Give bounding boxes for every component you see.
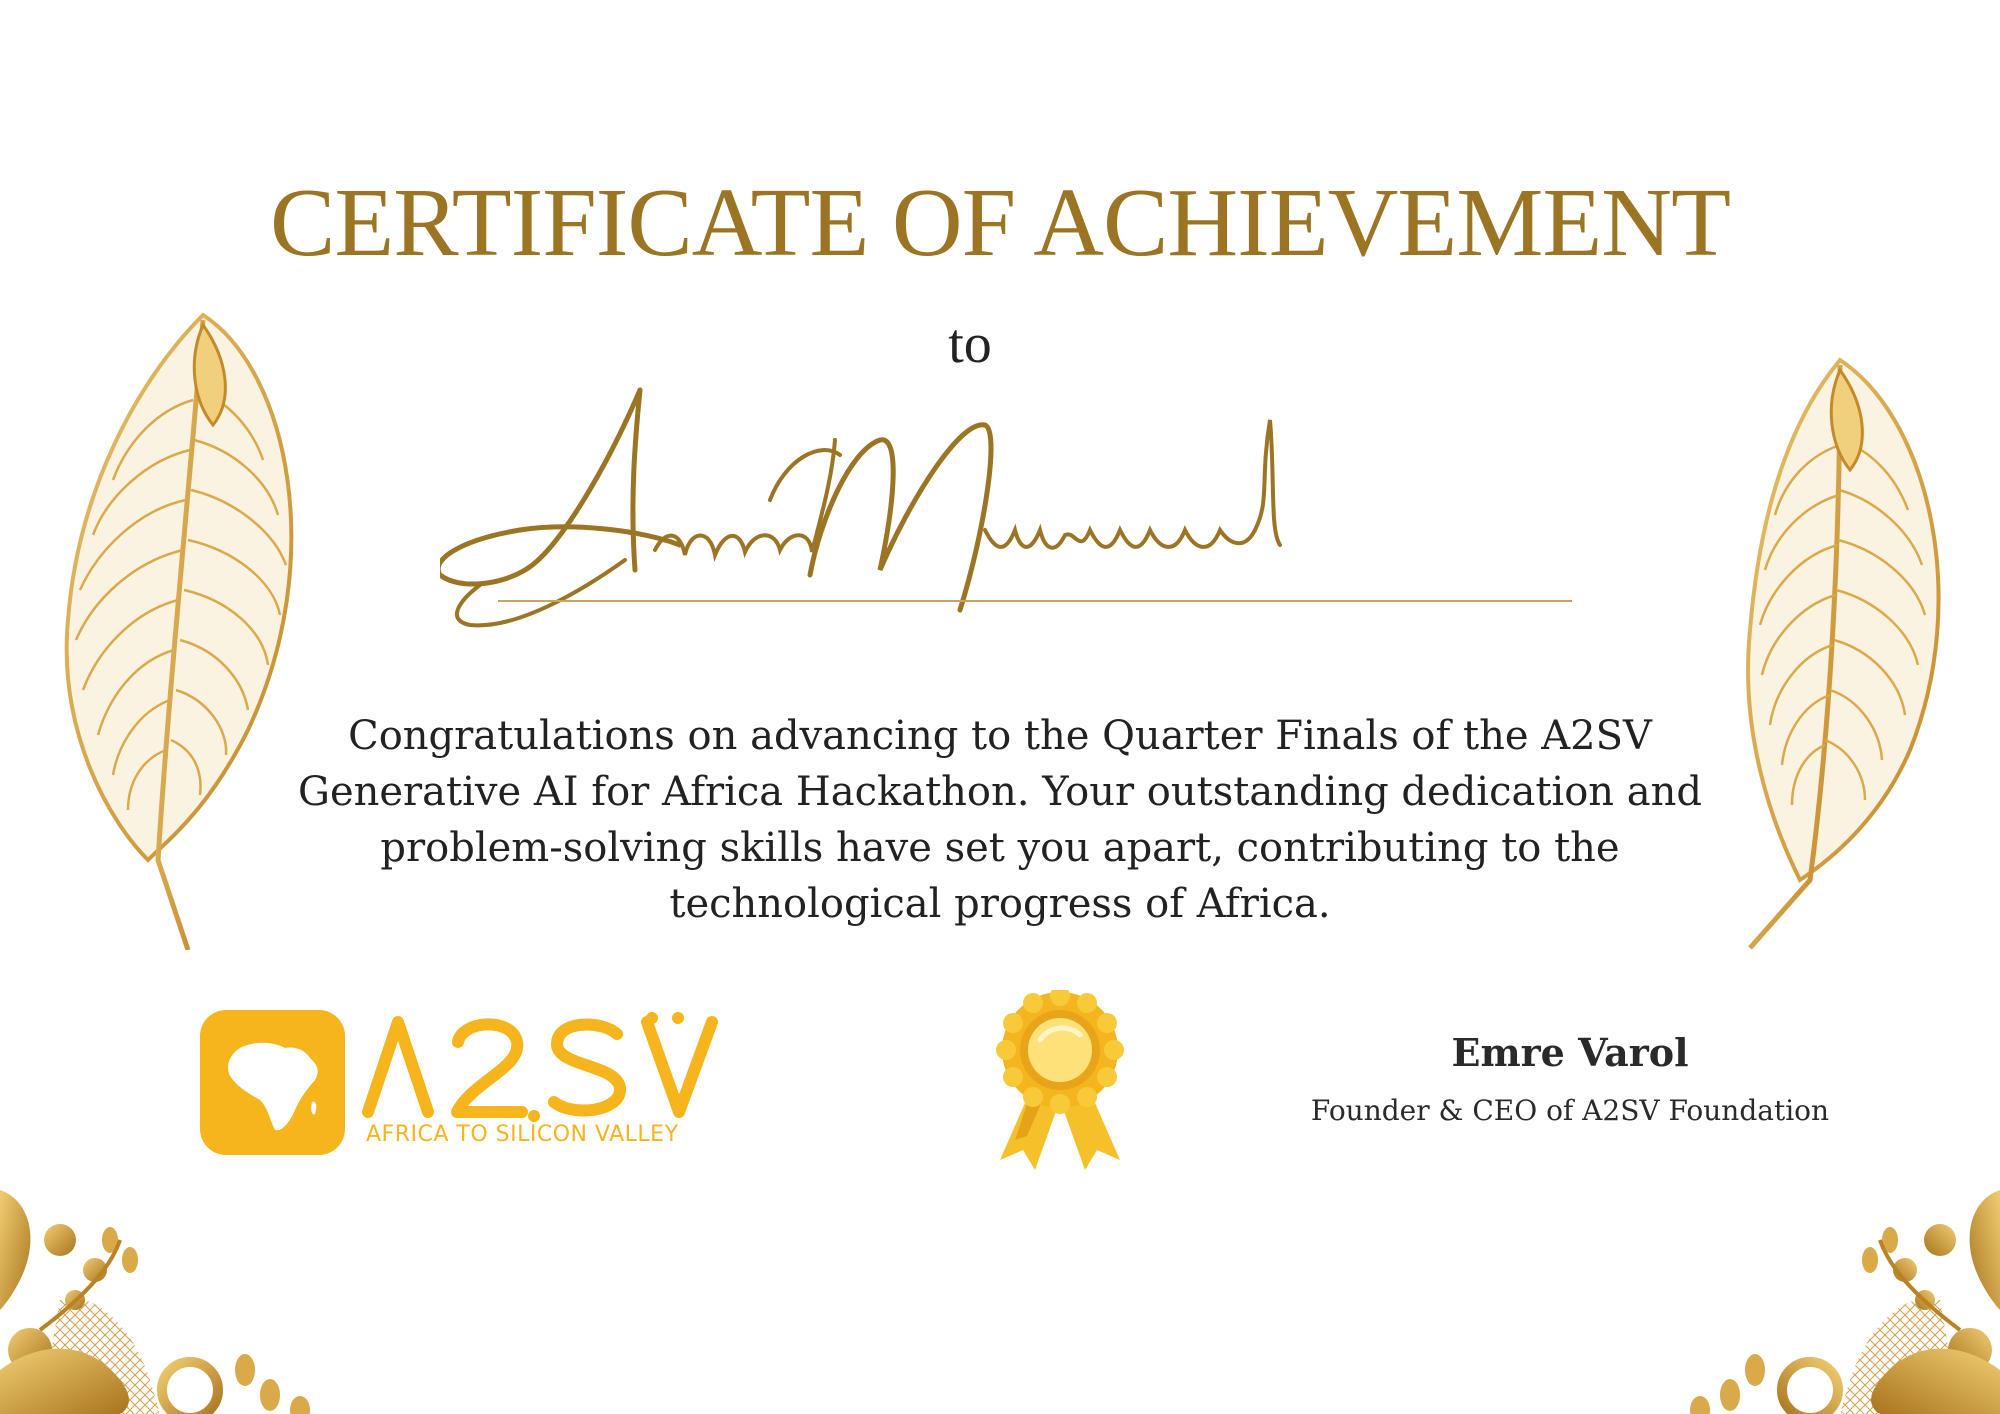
certificate-title: CERTIFICATE OF ACHIEVEMENT	[270, 169, 1730, 277]
feather-right-icon	[1730, 350, 1960, 950]
corner-ornament-right	[1670, 1180, 2000, 1414]
award-rosette-icon	[995, 990, 1125, 1170]
recipient-underline	[498, 600, 1572, 602]
a2sv-logo-icon	[200, 1010, 345, 1155]
corner-ornament-left	[0, 1180, 330, 1414]
a2sv-wordmark	[362, 1012, 722, 1122]
signatory-role: Founder & CEO of A2SV Foundation	[1310, 1094, 1830, 1127]
feather-left-icon	[28, 300, 298, 950]
to-label: to	[948, 313, 992, 375]
congratulations-message: Congratulations on advancing to the Quarter Finals of the A2SV Generative AI for Africa Hackathon. Your outstanding dedication and problem-solving skills have set you apart, contributing to the technological progress of Africa.	[298, 713, 1702, 927]
logo-tagline: AFRICA TO SILICON VALLEY	[366, 1122, 679, 1147]
signatory-name: Emre Varol	[1451, 1030, 1689, 1075]
